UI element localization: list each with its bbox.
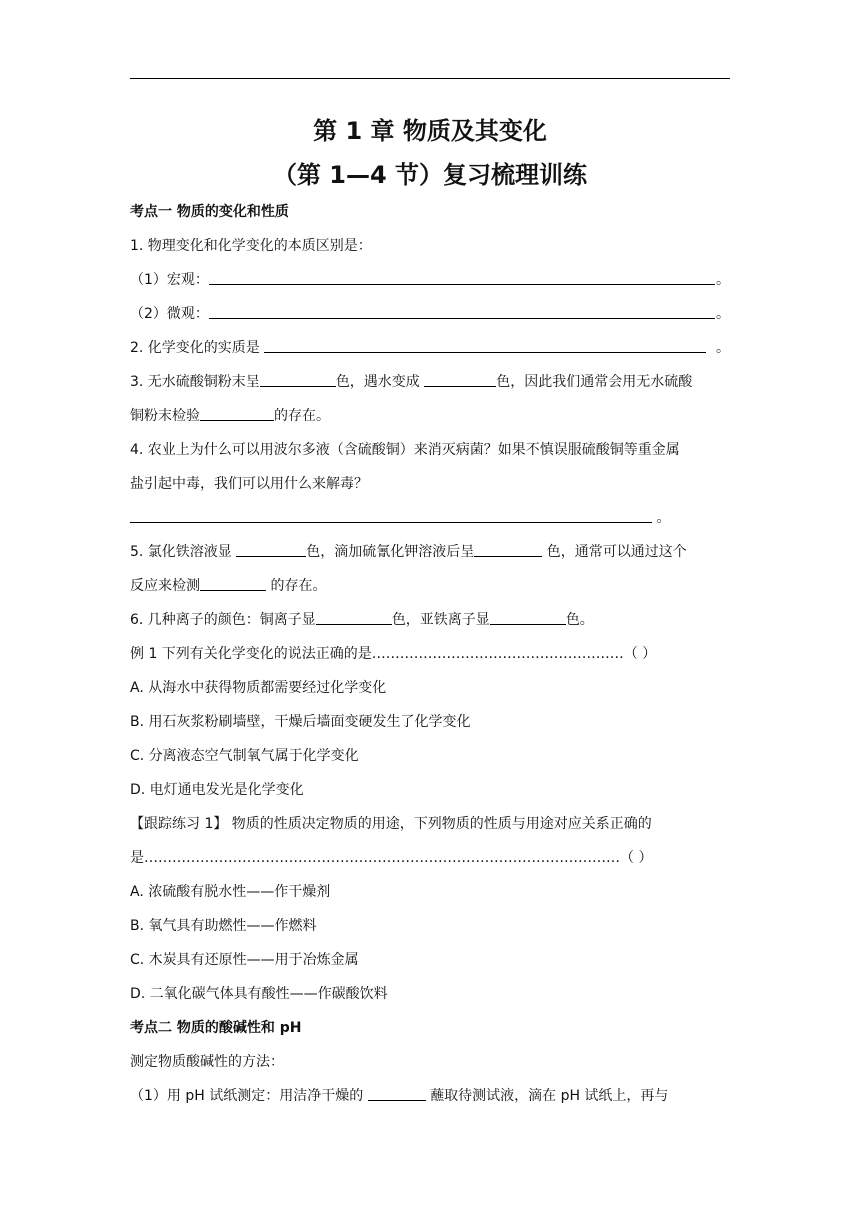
answer-blank — [490, 610, 566, 625]
q6-text: 色，亚铁离子显 — [391, 612, 490, 628]
ph-method-1 — [130, 1085, 730, 1107]
q1a-label: （1）宏观： — [130, 272, 209, 288]
answer-blank — [200, 576, 266, 591]
answer-blank — [209, 270, 715, 285]
tracking-option-c: C. 木炭具有还原性——用于冶炼金属 — [130, 952, 359, 968]
example-1: 例 1 下列有关化学变化的说法正确的是………………………………………………（ ） — [130, 646, 657, 662]
chapter-subtitle: （第 1—4 节）复习梳理训练 — [272, 161, 588, 189]
q3-text: 色，遇水变成 — [335, 374, 425, 390]
tracking-option-d: D. 二氧化碳气体具有酸性——作碳酸饮料 — [130, 986, 388, 1002]
section2-heading: 考点二 物质的酸碱性和 pH — [130, 1020, 302, 1036]
answer-blank — [236, 542, 306, 557]
q5-text: 色，滴加硫氰化钾溶液后呈 — [306, 544, 475, 560]
example-1-option-a: A. 从海水中获得物质都需要经过化学变化 — [130, 680, 387, 696]
q5-text: 反应来检测 — [130, 578, 200, 594]
ph-text: 蘸取待测试液，滴在 pH 试纸上，再与 — [425, 1088, 669, 1104]
question-4-answer — [130, 507, 730, 529]
example-1-option-c: C. 分离液态空气制氧气属于化学变化 — [130, 748, 359, 764]
period: 。 — [716, 340, 730, 356]
question-1: 1. 物理变化和化学变化的本质区别是： — [130, 238, 372, 254]
answer-blank — [200, 406, 274, 421]
q2-label: 2. 化学变化的实质是 — [130, 340, 265, 356]
question-1-macro — [130, 269, 730, 291]
answer-blank — [209, 304, 715, 319]
question-4-line2: 盐引起中毒，我们可以用什么来解毒？ — [130, 476, 368, 492]
question-3-line2 — [130, 405, 730, 427]
q3-text: 铜粉末检验 — [130, 408, 200, 424]
question-3-line1 — [130, 371, 730, 393]
period: 。 — [716, 306, 730, 322]
question-2 — [130, 337, 730, 359]
question-1-micro — [130, 303, 730, 325]
q5-text: 色，通常可以通过这个 — [542, 544, 687, 560]
tracking-exercise-1-cont: 是…………………………………………………………………………………………（ ） — [130, 850, 653, 866]
q6-text: 6. 几种离子的颜色：铜离子显 — [130, 612, 316, 628]
q6-text: 色。 — [565, 612, 594, 628]
section1-heading: 考点一 物质的变化和性质 — [130, 204, 289, 220]
tracking-option-b: B. 氧气具有助燃性——作燃料 — [130, 918, 317, 934]
answer-blank — [130, 508, 652, 523]
q1b-label: （2）微观： — [130, 306, 209, 322]
period: 。 — [652, 510, 671, 526]
answer-blank — [368, 1086, 426, 1101]
question-4-line1: 4. 农业上为什么可以用波尔多液（含硫酸铜）来消灭病菌？如果不慎误服硫酸铜等重金属 — [130, 442, 680, 458]
q3-text: 3. 无水硫酸铜粉末呈 — [130, 374, 260, 390]
answer-blank — [260, 372, 336, 387]
period: 。 — [716, 272, 730, 288]
q3-text: 色，因此我们通常会用无水硫酸 — [496, 374, 693, 390]
example-1-option-d: D. 电灯通电发光是化学变化 — [130, 782, 304, 798]
question-5-line2 — [130, 575, 730, 597]
chapter-title: 第 1 章 物质及其变化 — [313, 117, 547, 145]
q3-text: 的存在。 — [274, 408, 330, 424]
question-5-line1 — [130, 541, 730, 563]
answer-blank — [316, 610, 392, 625]
answer-blank — [424, 372, 496, 387]
tracking-exercise-1: 【跟踪练习 1】 物质的性质决定物质的用途，下列物质的性质与用途对应关系正确的 — [130, 816, 652, 832]
q5-text: 5. 氯化铁溶液显 — [130, 544, 237, 560]
top-rule — [130, 78, 730, 79]
example-1-option-b: B. 用石灰浆粉刷墙壁，干燥后墙面变硬发生了化学变化 — [130, 714, 471, 730]
question-6 — [130, 609, 730, 631]
answer-blank — [264, 338, 706, 353]
answer-blank — [474, 542, 542, 557]
q5-text: 的存在。 — [266, 578, 327, 594]
ph-intro: 测定物质酸碱性的方法： — [130, 1054, 284, 1070]
tracking-option-a: A. 浓硫酸有脱水性——作干燥剂 — [130, 884, 331, 900]
ph-text: （1）用 pH 试纸测定：用洁净干燥的 — [130, 1088, 368, 1104]
